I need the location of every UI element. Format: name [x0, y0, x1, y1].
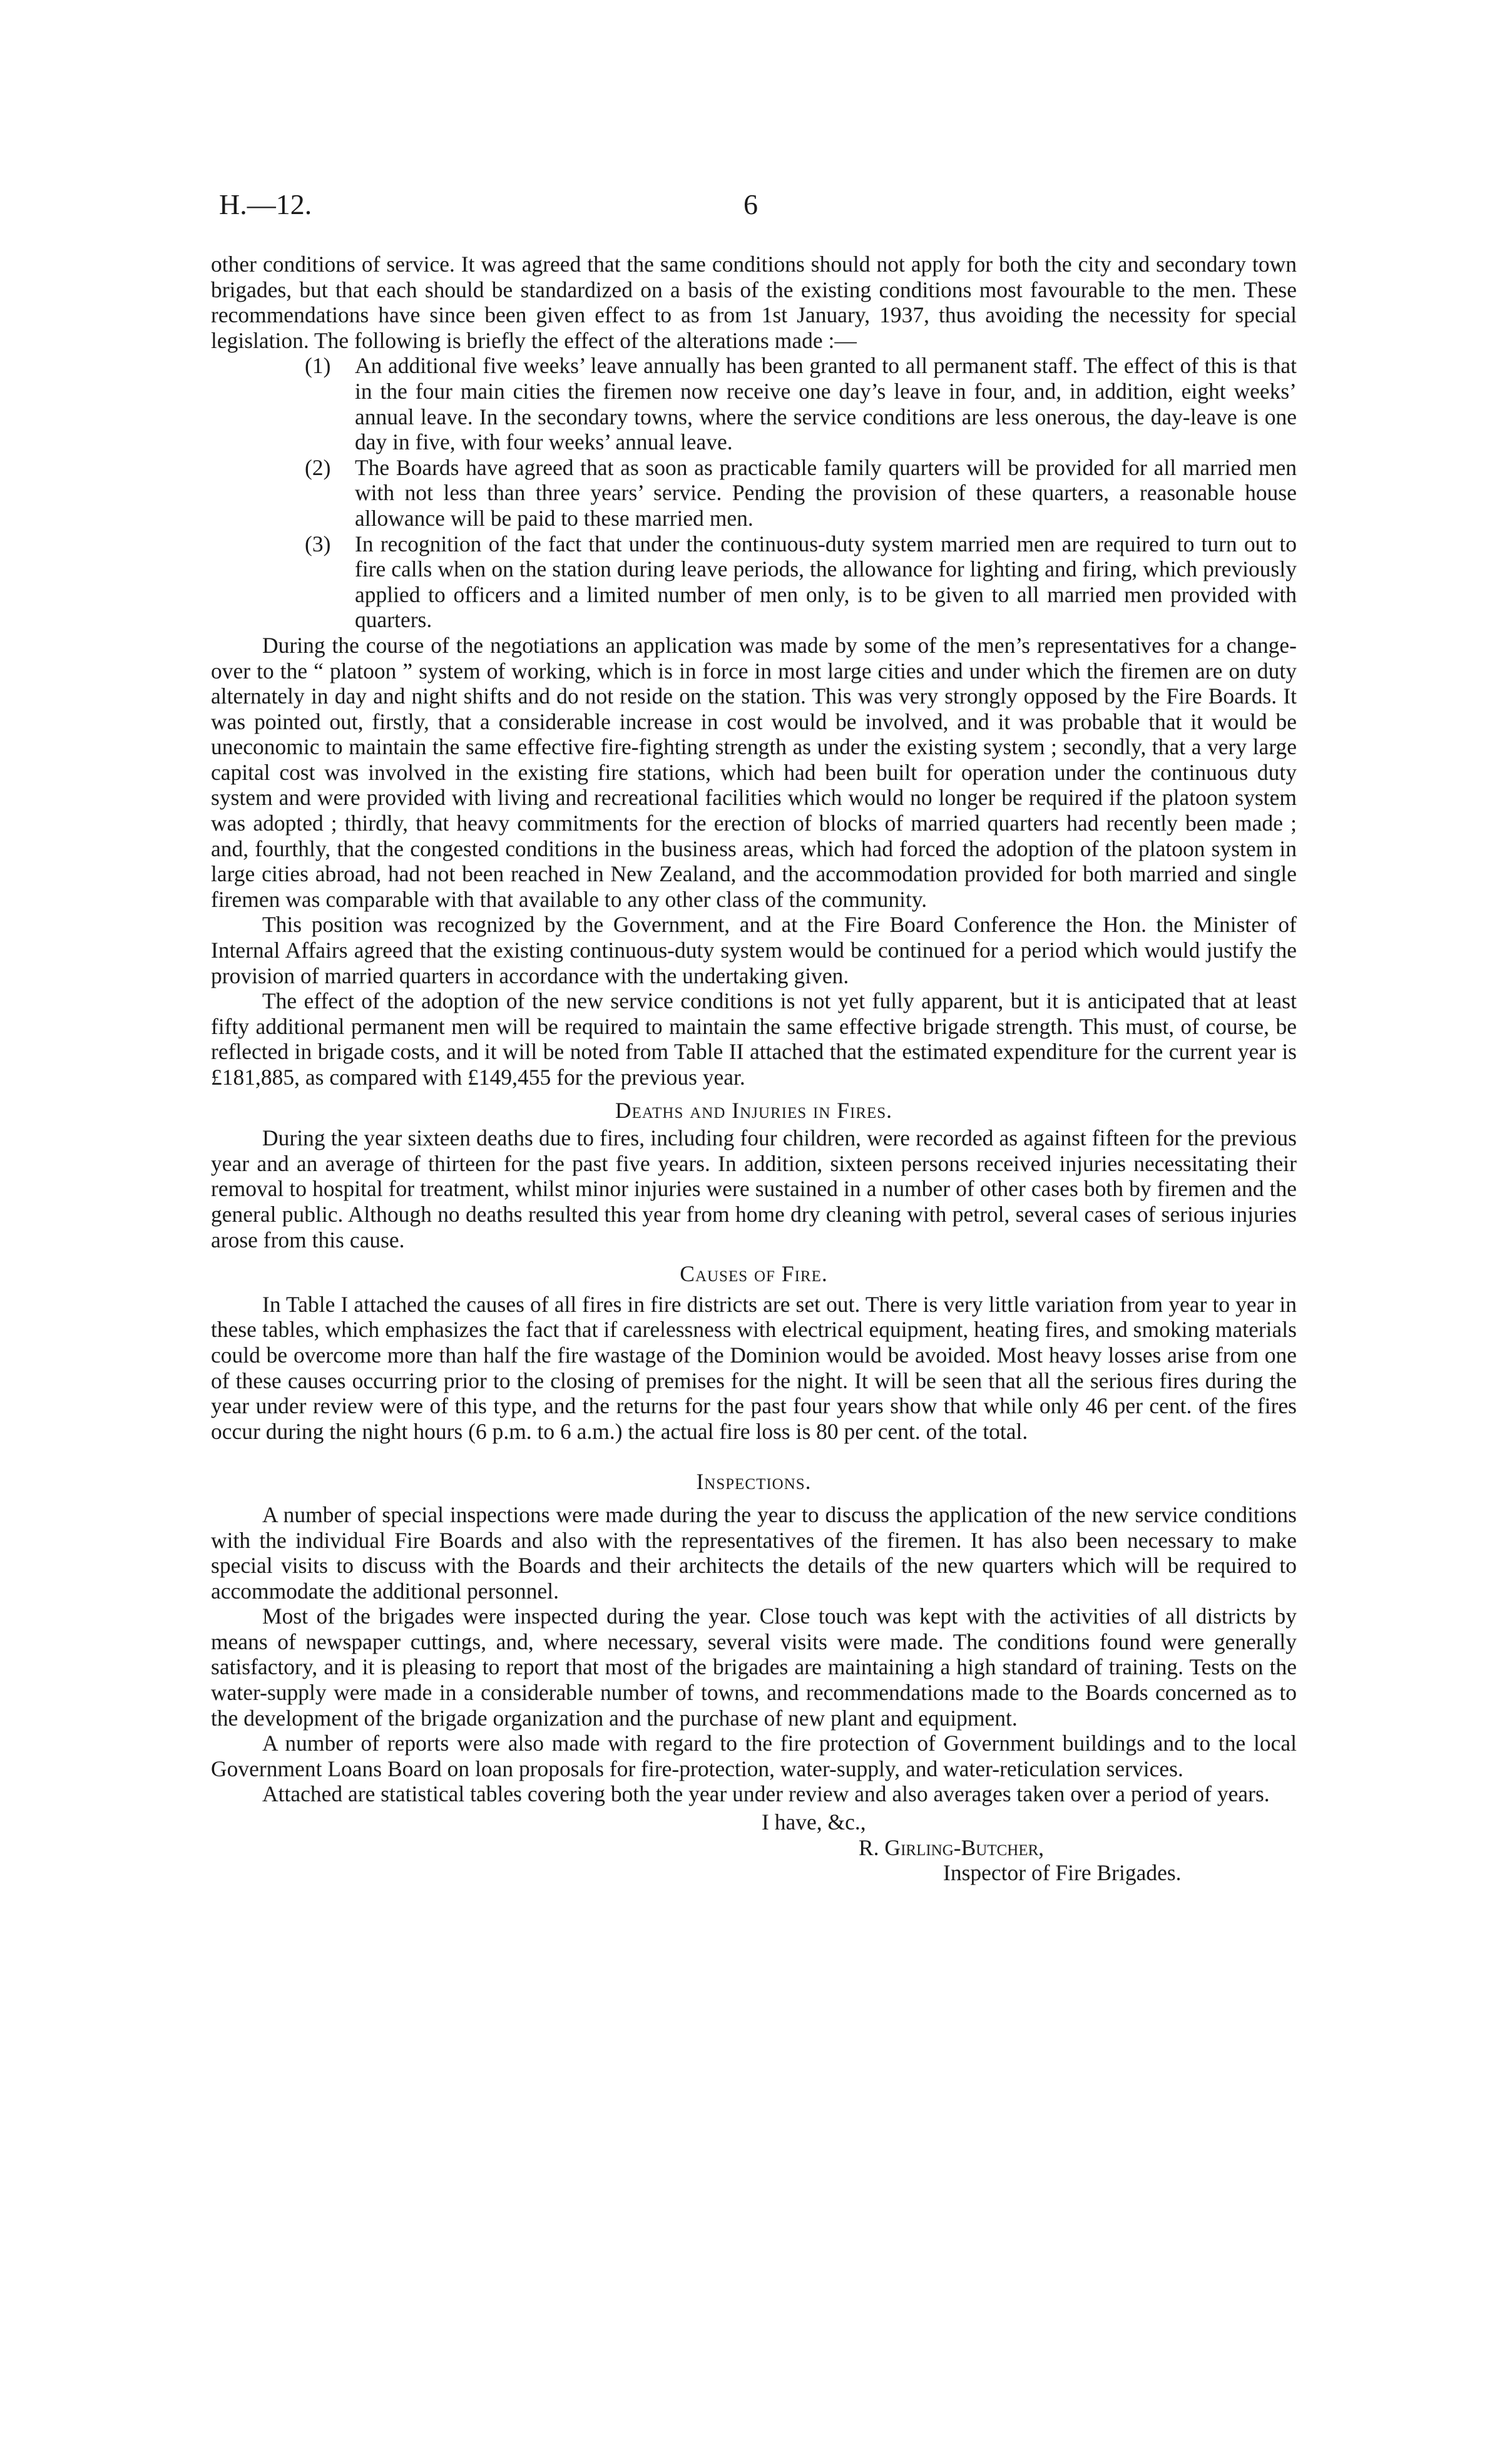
section-heading-deaths: Deaths and Injuries in Fires.: [615, 1097, 893, 1123]
alteration-number: (3): [305, 531, 331, 556]
effect-paragraph: The effect of the adoption of the new service conditions is not yet fully apparent, but it is anticipated that at least fifty additional permanent men will be required to maintain the same effective brigade strength. This must, of course, be reflected in brigade costs, and it will be noted from Table II attached that the estimated expenditure for the current year is £181,885, as compared with £149,455 for the previous year.: [211, 988, 1297, 1090]
causes-paragraph: In Table I attached the causes of all fires in fire districts are set out. There is very little variation from year to year in these tables, which emphasizes the fact that if carelessness with electrical equipment, heating fires, and smoking materials could be overcome more than half the fire wastage of the Dominion would be avoided. Most heavy losses arise from one of these causes occurring prior to the closing of premises for the night. It will be seen that all the serious fires during the year under review were of this type, and the returns for the past four years show that while only 46 per cent. of the fires occur during the night hours (6 p.m. to 6 a.m.) the actual fire loss is 80 per cent. of the total.: [211, 1291, 1297, 1444]
alteration-item-2: [305, 455, 1297, 531]
alteration-number: (1): [305, 353, 331, 379]
document-body: [211, 252, 1297, 1886]
intro-paragraph: other conditions of service. It was agreed that the same conditions should not apply for both the city and secondary town brigades, but that each should be standardized on a basis of the existing conditions most favourable to the men. These recommendations have since been given effect to as from 1st January, 1937, thus avoiding the necessity for special legislation. The following is briefly the effect of the alterations made :—: [211, 252, 1297, 353]
alteration-text: The Boards have agreed that as soon as practicable family quarters will be provided for all married men with not less than three years’ service. Pending the provision of these quarters, a reasonable house allowance will be paid to these married men.: [355, 454, 1297, 531]
platoon-paragraph: During the course of the negotiations an application was made by some of the men’s representatives for a change-over to the “ platoon ” system of working, which is in force in most large cities and under which the firemen are on duty alternately in day and night shifts and do not reside on the station. This was very strongly opposed by the Fire Boards. It was pointed out, firstly, that a considerable increase in cost would be involved, and it was probable that it would be uneconomic to maintain the same effective fire-fighting strength as under the existing system ; secondly, that a very large capital cost was involved in the existing fire stations, which had been built for operation under the continuous duty system and were provided with living and recreational facilities which would no longer be required if the platoon system was adopted ; thirdly, that heavy commitments for the erection of blocks of married quarters had recently been made ; and, fourthly, that the congested conditions in the business areas, which had forced the adoption of the platoon system in large cities abroad, had not been reached in New Zealand, and the accommodation provided for both married and single firemen was comparable with that available to any other class of the community.: [211, 632, 1297, 912]
inspections-paragraph-1: A number of special inspections were made during the year to discuss the application of the new service conditions with the individual Fire Boards and also with the representatives of the firemen. It has also been necessary to make special visits to discuss with the Boards and their architects the details of the new quarters which will be required to accommodate the additional personnel.: [211, 1502, 1297, 1604]
inspections-paragraph-2: Most of the brigades were inspected during the year. Close touch was kept with the activities of all districts by means of newspaper cuttings, and, where necessary, several visits were made. The conditions found were generally satisfactory, and it is pleasing to report that most of the brigades are maintaining a high standard of training. Tests on the water-supply were made in a considerable number of towns, and recommendations made to the Boards concerned as to the development of the brigade organization and the purchase of new plant and equipment.: [211, 1604, 1297, 1731]
document-reference: H.—12.: [219, 188, 312, 220]
alteration-item-1: [305, 353, 1297, 454]
section-heading-causes: Causes of Fire.: [680, 1261, 828, 1287]
alteration-number: (2): [305, 454, 331, 480]
inspections-paragraph-4: Attached are statistical tables covering both the year under review and also averages taken over a period of years.: [262, 1781, 1270, 1807]
alteration-text: An additional five weeks’ leave annually has been granted to all permanent staff. The effect of this is that in the four main cities the firemen now receive one day’s leave in four, and, in addition, eight weeks’ annual leave. In the secondary towns, where the service conditions are less onerous, the day-leave is one day in five, with four weeks’ annual leave.: [355, 353, 1297, 455]
signature-closing: I have, &c.,: [762, 1809, 866, 1835]
alteration-text: In recognition of the fact that under the continuous-duty system married men are required to turn out to fire calls when on the station during leave periods, the allowance for lighting and firing, which previously applied to officers and a limited number of men only, is to be given to all married men provided with quarters.: [355, 531, 1297, 633]
signature-block: [211, 1809, 1297, 1886]
page-number: 6: [743, 188, 758, 220]
deaths-paragraph: During the year sixteen deaths due to fires, including four children, were recorded as against fifteen for the previous year and an average of thirteen for the past five years. In addition, sixteen persons received injuries necessitating their removal to hospital for treatment, whilst minor injuries were sustained in a number of other cases both by firemen and the general public. Although no deaths resulted this year from home dry cleaning with petrol, several cases of serious injuries arose from this cause.: [211, 1125, 1297, 1252]
alteration-item-3: [305, 531, 1297, 633]
section-heading-inspections: Inspections.: [696, 1469, 812, 1495]
signature-title: Inspector of Fire Brigades.: [943, 1860, 1182, 1886]
government-paragraph: This position was recognized by the Government, and at the Fire Board Conference the Hon. the Minister of Internal Affairs agreed that the existing continuous-duty system would be continued for a period which would justify the provision of married quarters in accordance with the undertaking given.: [211, 912, 1297, 988]
inspections-paragraph-3: A number of reports were also made with regard to the fire protection of Government buildings and to the local Government Loans Board on loan proposals for fire-protection, water-supply, and water-reticulation services.: [211, 1731, 1297, 1781]
signature-name: R. Girling-Butcher,: [859, 1835, 1045, 1860]
